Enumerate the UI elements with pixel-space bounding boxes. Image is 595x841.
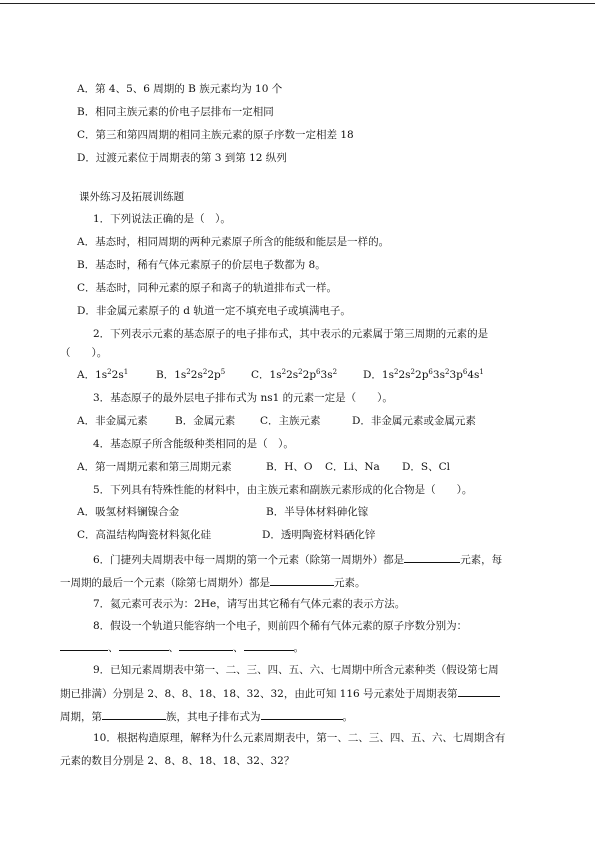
q5-stem: 5．下列具有特殊性能的材料中，由主族元素和副族元素形成的化合物是（ ）。: [93, 484, 473, 496]
prev-option-b: B．相同主族元素的价电子层排布一定相同: [77, 106, 274, 118]
q4-stem: 4．基态原子所含能级种类相同的是（ ）。: [93, 438, 294, 450]
q4-option-c: C．Li、Na: [325, 461, 380, 473]
q3-stem: 3．基态原子的最外层电子排布式为 ns1 的元素一定是（ ）。: [93, 392, 393, 404]
q1-option-c: C．基态时，同种元素的原子和离子的轨道排布式一样。: [77, 282, 338, 294]
prev-option-a: A．第 4、5、6 周期的 B 族元素均为 10 个: [77, 83, 283, 95]
q1-option-b: B．基态时，稀有气体元素原子的价层电子数都为 8。: [77, 259, 326, 271]
q2-option-c: C．$1s^22s^22p^63s^2$: [251, 368, 338, 381]
q1-option-a: A．基态时，相同周期的两种元素原子所含的能级和能层是一样的。: [77, 236, 390, 248]
q9-answer-blank-1[interactable]: [458, 685, 500, 697]
q5-option-a: A．吸氢材料镧镍合金: [77, 506, 180, 518]
q7-stem: 7．氦元素可表示为：2He，请写出其它稀有气体元素的表示方法。: [93, 598, 406, 610]
q5-option-d: D．透明陶瓷材料硒化锌: [262, 529, 376, 541]
q3-option-a: A．非金属元素: [77, 415, 148, 427]
prev-option-c: C．第三和第四周期的相同主族元素的原子序数一定相差 18: [77, 129, 354, 141]
q4-option-d: D．S、Cl: [402, 461, 451, 473]
q3-option-b: B．金属元素: [175, 415, 236, 427]
q8-answer-blank-2[interactable]: [119, 639, 169, 651]
section-title: 课外练习及拓展训练题: [79, 191, 184, 203]
q9-line3: 周期，第 族，其电子排布式为 。: [60, 708, 353, 724]
q9-line1: 9．已知元素周期表中第一、二、三、四、五、六、七周期中所含元素种类（假设第七周: [93, 664, 499, 676]
q10-line2: 元素的数目分别是 2、8、8、18、18、32、32？: [60, 755, 295, 767]
q6-answer-blank-1[interactable]: [404, 551, 460, 563]
q2-stem: 2．下列表示元素的基态原子的电子排布式，其中表示的元素属于第三周期的元素的是: [93, 328, 489, 340]
prev-option-d: D．过渡元素位于周期表的第 3 到第 12 纵列: [77, 152, 287, 164]
q2-stem-cont: （ ）。: [60, 347, 108, 359]
q2-option-d: D．$1s^22s^22p^63s^23p^64s^1$: [363, 368, 484, 381]
q4-option-a: A．第一周期元素和第三周期元素: [77, 461, 232, 473]
q8-answer-blank-3[interactable]: [179, 639, 233, 651]
q8-answers: 、 、 、 。: [60, 639, 304, 655]
q3-option-c: C．主族元素: [260, 415, 321, 427]
q6-answer-blank-2[interactable]: [270, 574, 334, 586]
q5-option-c: C．高温结构陶瓷材料氮化硅: [77, 529, 212, 541]
q8-answer-blank-1[interactable]: [60, 639, 108, 651]
q2-option-b: B．$1s^22s^22p^5$: [156, 368, 226, 381]
q4-option-b: B．H、O: [266, 461, 313, 473]
q3-option-d: D．非金属元素或金属元素: [352, 415, 476, 427]
q10-line1: 10．根据构造原理，解释为什么元素周期表中，第一、二、三、四、五、六、七周期含有: [93, 732, 506, 744]
top-rule: [0, 3, 595, 4]
q9-answer-blank-2[interactable]: [102, 708, 166, 720]
q6-line1: 6．门捷列夫周期表中每一周期的第一个元素（除第一周期外）都是 元素，每: [93, 551, 502, 567]
q1-stem: 1．下列说法正确的是（ ）。: [93, 213, 231, 225]
q9-answer-blank-3[interactable]: [261, 708, 343, 720]
q1-option-d: D．非金属元素原子的 d 轨道一定不填充电子或填满电子。: [77, 305, 351, 317]
q2-option-a: A．$1s^22s^1$: [77, 368, 129, 381]
q8-stem: 8．假设一个轨道只能容纳一个电子，则前四个稀有气体元素的原子序数分别为：: [93, 620, 468, 632]
q9-line2: 期已排满）分别是 2、8、8、18、18、32、32，由此可知 116 号元素处于周期表第: [60, 685, 500, 701]
q6-line2: 一周期的最后一个元素（除第七周期外）都是 元素。: [60, 574, 366, 590]
q5-option-b: B．半导体材料砷化镓: [266, 506, 369, 518]
q8-answer-blank-4[interactable]: [244, 639, 294, 651]
